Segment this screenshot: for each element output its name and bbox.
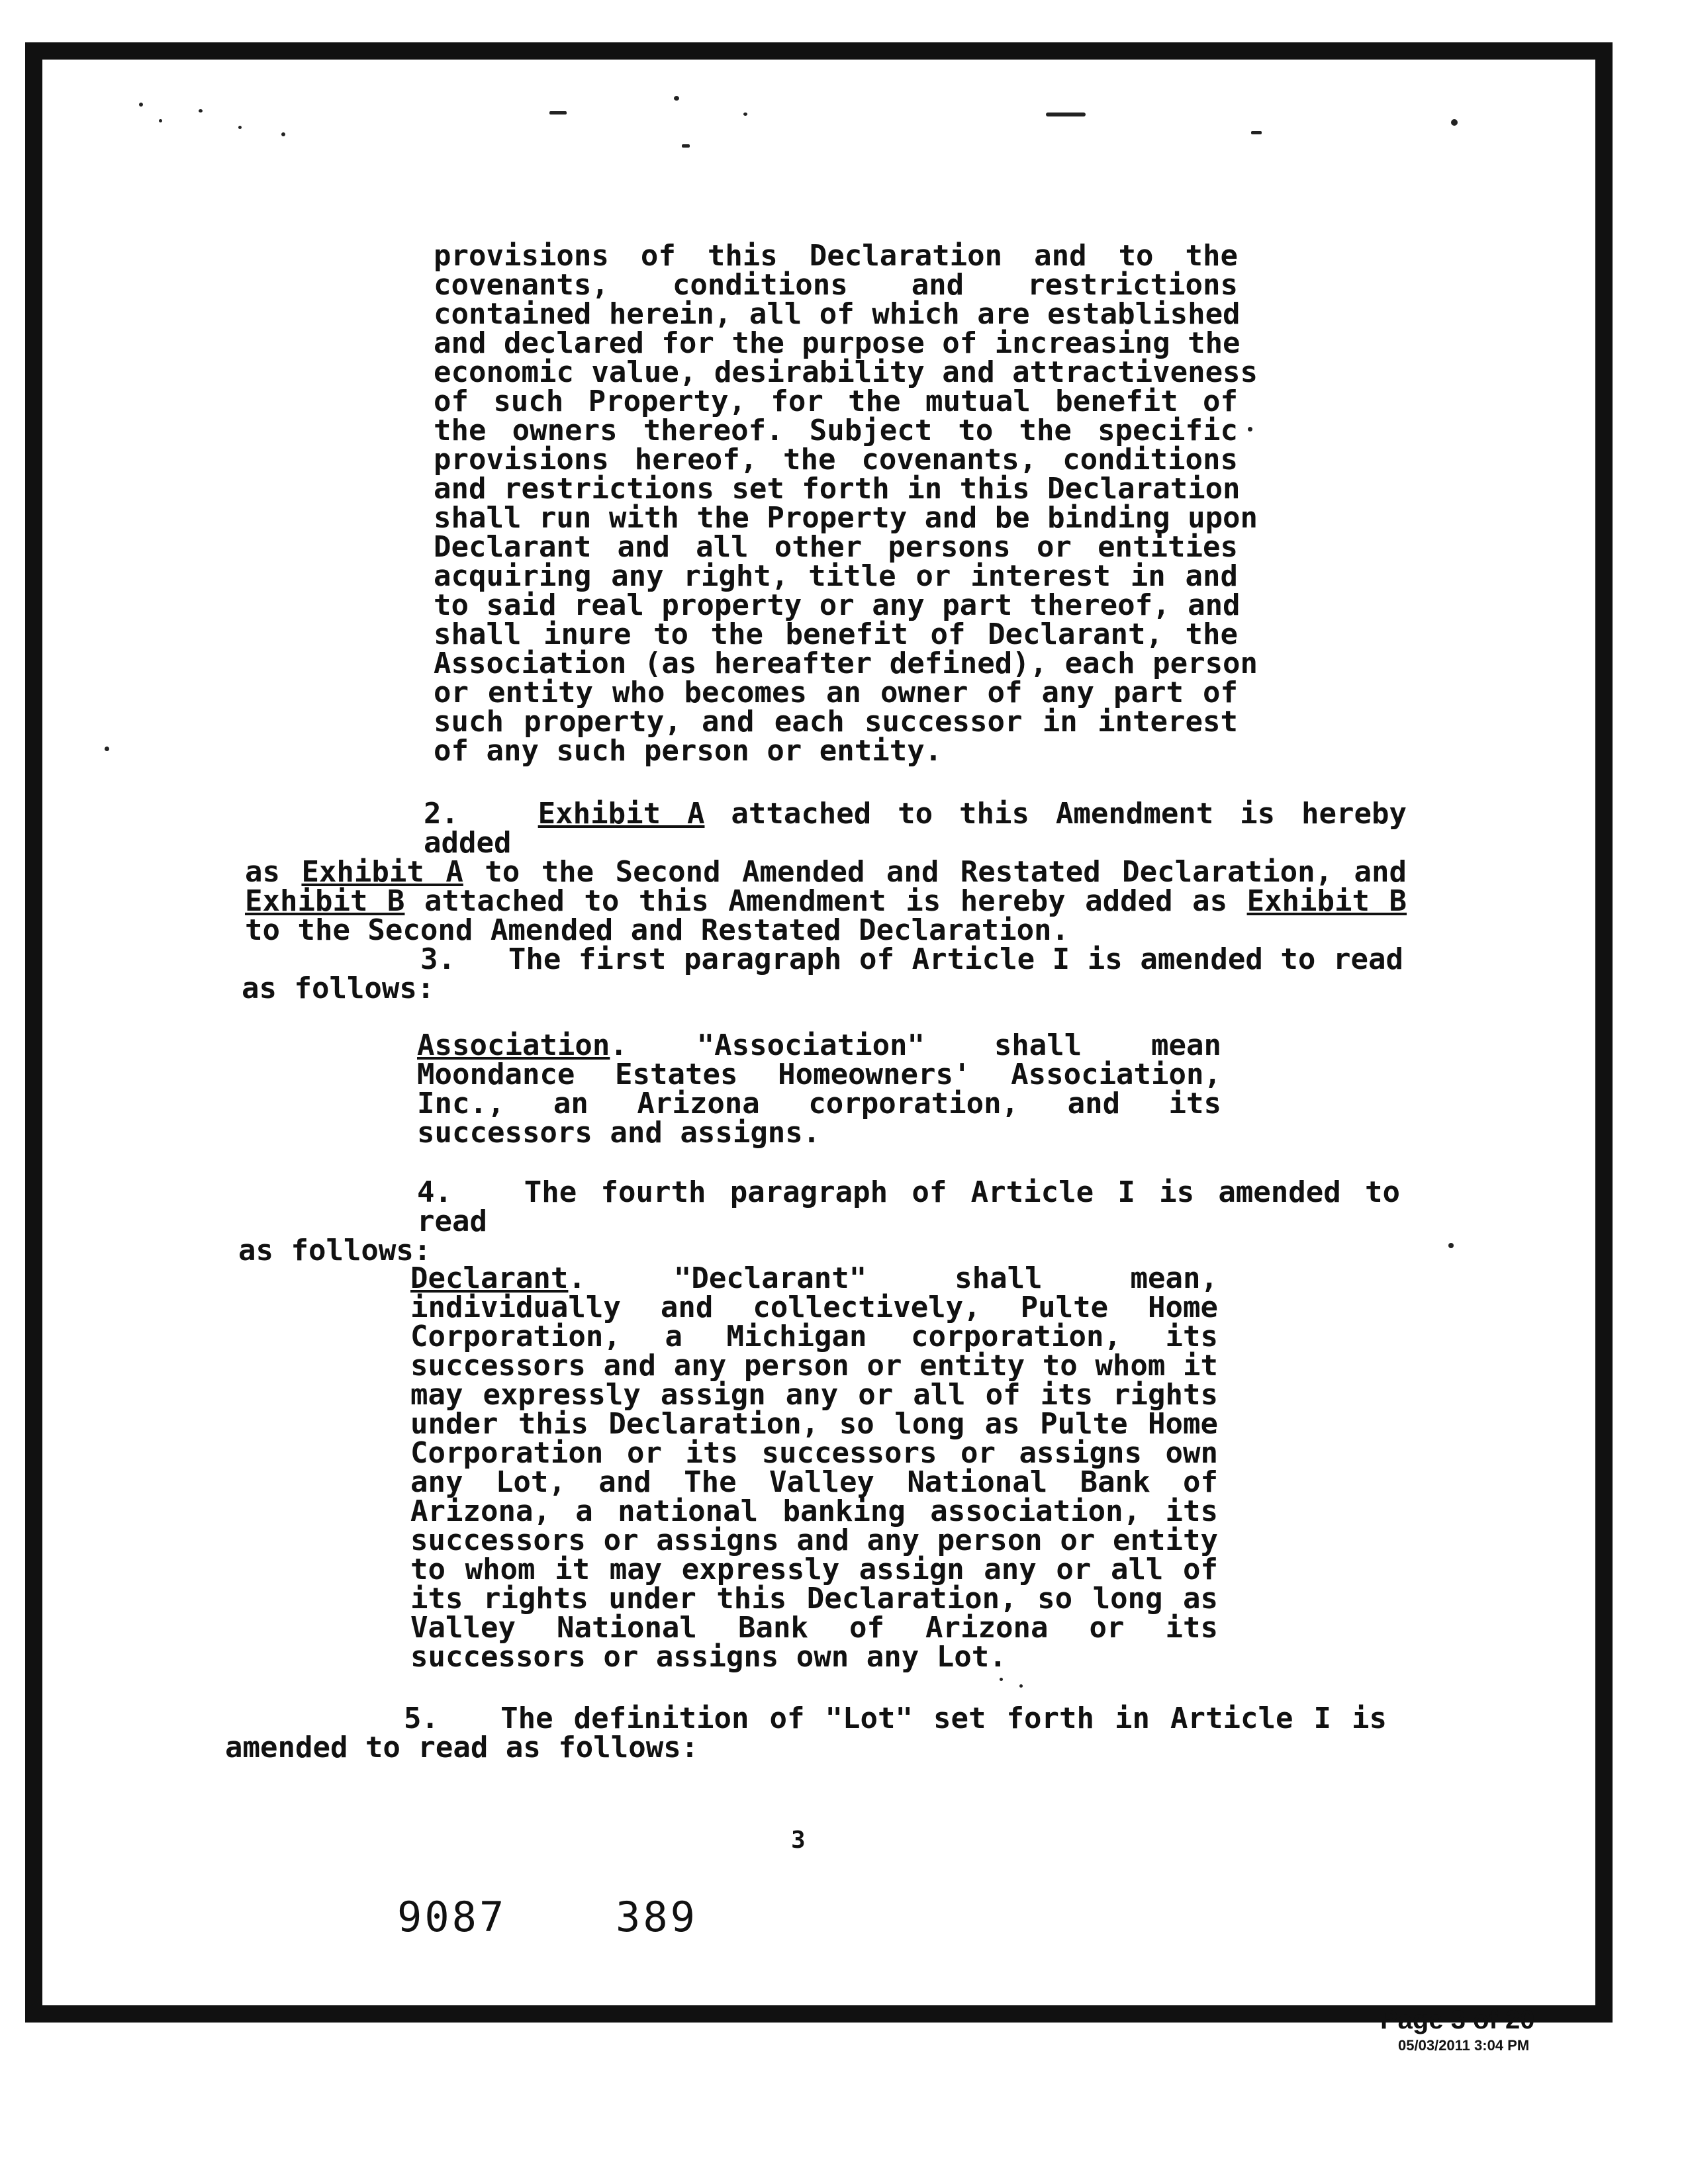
text-line: or entity who becomes an owner of any part of	[434, 676, 1238, 709]
text-fragment: The definition of "Lot" set forth in Article I is	[500, 1702, 1387, 1735]
definition-line: under this Declaration, so long as Pulte Home	[410, 1407, 1218, 1441]
paragraph-3	[242, 942, 1403, 1005]
text-line: Association (as hereafter defined), each person	[434, 647, 1258, 680]
definition-line: Moondance Estates Homeowners' Association,	[417, 1058, 1221, 1091]
scan-speck	[1251, 131, 1262, 134]
text-line: shall run with the Property and be binding upon	[434, 501, 1258, 535]
defined-term: Declarant	[410, 1261, 569, 1295]
text-line: and restrictions set forth in this Declaration	[434, 472, 1241, 506]
text-line: provisions of this Declaration and to the	[434, 239, 1238, 273]
text-fragment: to the Second Amended and Restated Declaration.	[245, 913, 1070, 947]
text-fragment: as follows:	[242, 972, 435, 1005]
definition-line: may expressly assign any or all of its rights	[410, 1378, 1218, 1412]
text-line: covenants, conditions and restrictions	[434, 268, 1238, 302]
definition-line: Corporation, a Michigan corporation, its	[410, 1320, 1218, 1353]
footer-timestamp: 05/03/2011 3:04 PM	[1398, 2037, 1530, 2054]
definition-line: successors or assigns own any Lot.	[410, 1640, 1007, 1674]
paragraph-number: 4.	[417, 1175, 452, 1209]
definition-line	[410, 1261, 1218, 1295]
text-line: the owners thereof. Subject to the specific	[434, 414, 1238, 447]
scan-speck	[139, 103, 143, 107]
text-fragment: to the Second Amended and Restated Declaration, and	[463, 855, 1407, 889]
text-line: economic value, desirability and attractiveness	[434, 355, 1258, 389]
definition-line: successors and assigns.	[417, 1116, 821, 1150]
paragraph-2-line	[245, 855, 1407, 889]
paragraph-5	[225, 1704, 1387, 1762]
text-line: Declarant and all other persons or entities	[434, 530, 1238, 564]
scan-speck	[549, 111, 567, 114]
scan-speck	[199, 109, 203, 113]
paragraph-2	[245, 799, 1407, 945]
text-line: shall inure to the benefit of Declarant, the	[434, 617, 1238, 651]
scan-speck	[159, 119, 162, 122]
page-number: 3	[791, 1827, 806, 1854]
defined-term: Association	[417, 1028, 610, 1062]
declarant-definition	[410, 1261, 1218, 1674]
exhibit-a-reference: Exhibit A	[538, 797, 705, 831]
scan-speck	[281, 132, 285, 136]
text-line: of such Property, for the mutual benefit of	[434, 385, 1238, 418]
paragraph-2-line	[245, 913, 1407, 947]
text-fragment: as follows:	[238, 1234, 432, 1267]
paragraph-5-line	[225, 1733, 1387, 1762]
text-fragment: The first paragraph of Article I is amended to read	[508, 942, 1403, 976]
text-line: contained herein, all of which are established	[434, 297, 1241, 331]
definition-line: individually and collectively, Pulte Home	[410, 1291, 1218, 1324]
definition-line: its rights under this Declaration, so long as	[410, 1582, 1218, 1615]
text-fragment: attached to this Amendment is hereby added as	[404, 884, 1247, 918]
definition-line: to whom it may expressly assign any or all of	[410, 1553, 1218, 1586]
continuation-paragraph	[434, 239, 1258, 768]
recording-number-right: 389	[616, 1893, 698, 1941]
recording-number-left: 9087	[397, 1893, 507, 1941]
text-fragment: The fourth paragraph of Article I is amended to read	[417, 1175, 1400, 1238]
definition-line: successors or assigns and any person or entity	[410, 1524, 1218, 1557]
text-line: acquiring any right, title or interest in and	[434, 559, 1238, 593]
text-line: of any such person or entity.	[434, 734, 943, 768]
scan-speck	[1448, 1243, 1454, 1248]
text-fragment: as	[245, 855, 302, 889]
paragraph-4	[238, 1175, 1400, 1267]
scan-speck	[682, 144, 690, 148]
text-fragment: . "Declarant" shall mean,	[568, 1261, 1218, 1295]
paragraph-3-line	[242, 974, 1403, 1003]
scan-speck	[743, 113, 747, 116]
scan-speck	[1019, 1684, 1023, 1688]
paragraph-number: 5.	[404, 1702, 439, 1735]
paragraph-number: 2.	[424, 797, 459, 831]
text-line: such property, and each successor in interest	[434, 705, 1238, 739]
paragraph-2-line	[245, 799, 1407, 858]
definition-line: Inc., an Arizona corporation, and its	[417, 1087, 1221, 1120]
definition-line: Arizona, a national banking association, its	[410, 1494, 1218, 1528]
scan-speck	[1046, 113, 1086, 116]
exhibit-b-reference: Exhibit B	[245, 884, 405, 918]
definition-line: Corporation or its successors or assigns own	[410, 1436, 1218, 1470]
text-line: to said real property or any part thereof, and	[434, 588, 1241, 622]
text-fragment: attached to this Amendment is hereby added	[424, 797, 1407, 860]
exhibit-b-reference: Exhibit B	[1246, 884, 1407, 918]
association-definition	[417, 1028, 1221, 1150]
definition-line: successors and any person or entity to whom it	[410, 1349, 1218, 1383]
scan-speck	[674, 96, 679, 101]
paragraph-3-line	[242, 942, 1403, 976]
paragraph-2-line	[245, 884, 1407, 918]
text-line: and declared for the purpose of increasing the	[434, 326, 1241, 360]
paragraph-4-line	[238, 1175, 1400, 1238]
text-fragment: amended to read as follows:	[225, 1731, 699, 1764]
text-fragment: . "Association" shall mean	[610, 1028, 1221, 1062]
scan-speck	[1248, 427, 1252, 432]
scan-speck	[1000, 1678, 1003, 1681]
definition-line	[417, 1028, 1221, 1062]
exhibit-a-reference: Exhibit A	[301, 855, 463, 889]
paragraph-5-line	[225, 1704, 1387, 1733]
footer-page-count: Page 3 of 20	[1380, 2005, 1535, 2034]
text-line: provisions hereof, the covenants, conditions	[434, 443, 1238, 477]
definition-line: Valley National Bank of Arizona or its	[410, 1611, 1218, 1645]
definition-line: any Lot, and The Valley National Bank of	[410, 1465, 1218, 1499]
scan-speck	[238, 126, 242, 129]
scan-speck	[105, 747, 109, 751]
paragraph-number: 3.	[420, 942, 455, 976]
scan-speck	[1451, 119, 1458, 126]
